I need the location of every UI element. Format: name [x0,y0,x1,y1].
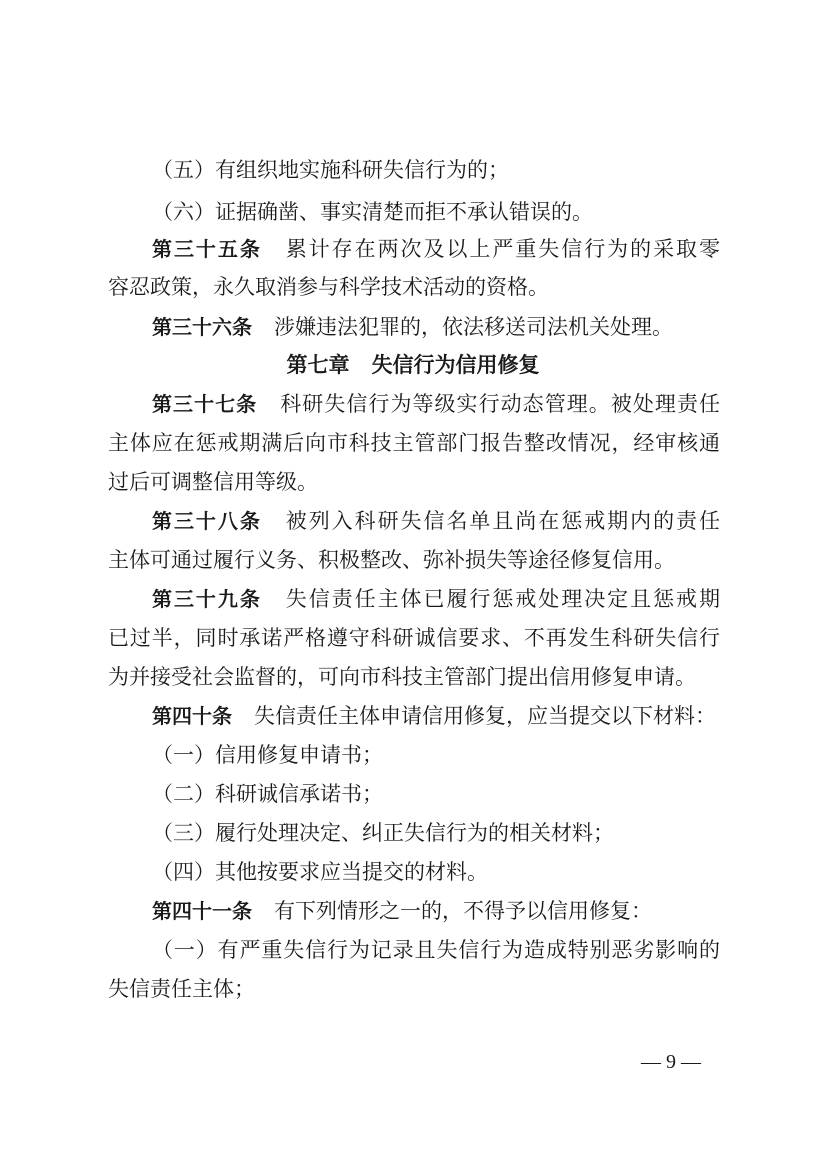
page-number: — 9 — [641,1051,701,1073]
article-35 [152,236,720,262]
list-item: （四）其他按要求应当提交的材料。 [152,860,488,884]
article-title: 第三十七条 [152,392,258,416]
list-item: （二）科研诚信承诺书； [152,782,383,806]
article-text: 失信责任主体已履行惩戒处理决定且惩戒期 [283,587,721,611]
article-title: 第三十八条 [152,509,262,533]
clause-line: （五）有组织地实施科研失信行为的； [152,158,509,182]
article-text: 涉嫌违法犯罪的，依法移送司法机关处理。 [274,315,673,339]
article-38 [152,508,720,534]
list-item: （三）履行处理决定、纠正失信行为的相关材料； [152,821,614,845]
article-title: 第三十六条 [152,315,252,339]
article-text-line: 容忍政策，永久取消参与科学技术活动的资格。 [108,275,549,299]
article-40 [152,703,720,729]
article-title: 第三十五条 [152,237,262,261]
article-41 [152,898,720,924]
chapter-title: 失信行为信用修复 [371,353,540,377]
article-39 [152,586,720,612]
article-text-line: 主体可通过履行义务、积极整改、弥补损失等途径修复信用。 [108,548,675,572]
article-text: 有下列情形之一的，不得予以信用修复： [274,899,652,923]
article-text-line: 主体应在惩戒期满后向市科技主管部门报告整改情况，经审核通 [108,431,720,455]
article-36 [152,314,720,340]
list-item: （一）有严重失信行为记录且失信行为造成特别恶劣影响的 [152,938,720,962]
article-text: 累计存在两次及以上严重失信行为的采取零 [283,237,721,261]
article-text: 被列入科研失信名单且尚在惩戒期内的责任 [283,509,721,533]
article-title: 第三十九条 [152,587,262,611]
chapter-heading [0,352,826,378]
article-text-line: 已过半，同时承诺严格遵守科研诚信要求、不再发生科研失信行 [108,626,720,650]
article-text-line: 为并接受社会监督的，可向市科技主管部门提出信用修复申请。 [108,665,696,689]
article-text-line: 过后可调整信用等级。 [108,470,318,494]
article-text: 科研失信行为等级实行动态管理。被处理责任 [279,392,721,416]
article-title: 第四十条 [152,704,232,728]
article-text-line: 失信责任主体； [108,977,255,1001]
article-text: 失信责任主体申请信用修复，应当提交以下材料： [254,704,716,728]
article-title: 第四十一条 [152,899,252,923]
clause-line: （六）证据确凿、事实清楚而拒不承认错误的。 [152,200,593,224]
article-37 [152,391,720,417]
list-item: （一）信用修复申请书； [152,743,383,767]
chapter-number: 第七章 [286,353,350,377]
